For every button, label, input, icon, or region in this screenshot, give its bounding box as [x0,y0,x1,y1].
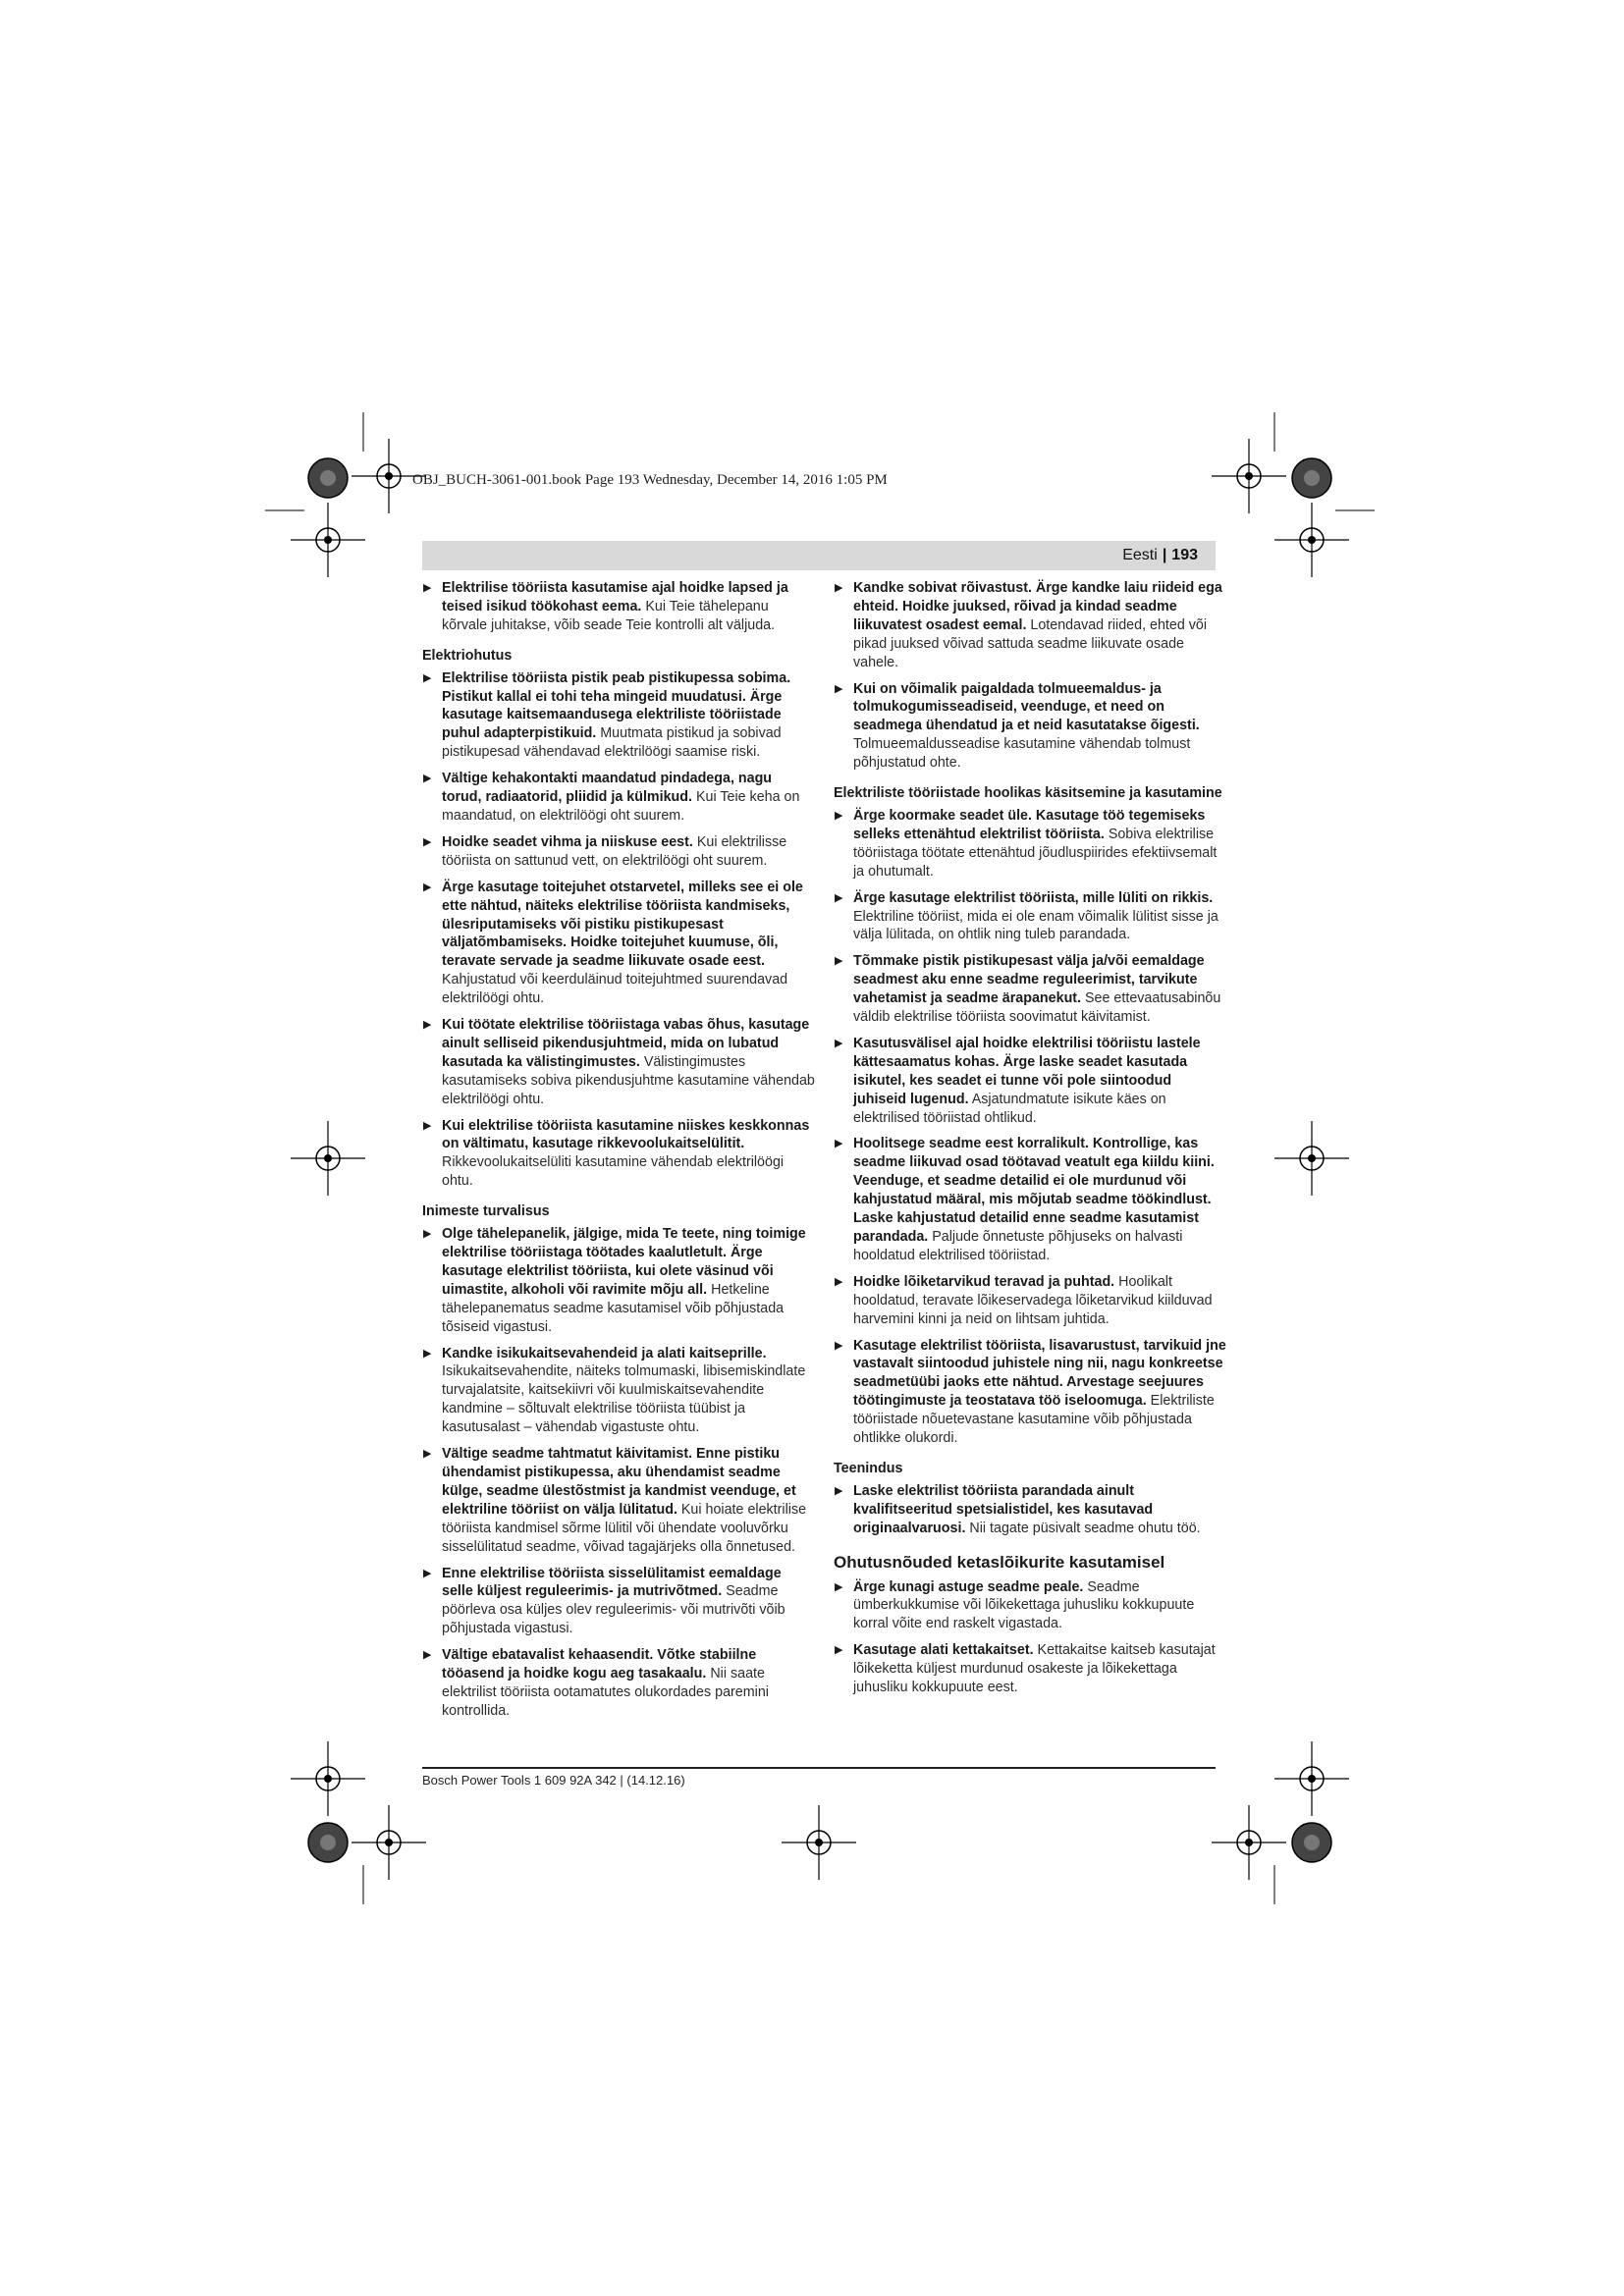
bullet-arrow-icon: ▶ [835,955,843,968]
item-bold-text: Ärge kasutage elektrilist tööriista, mille lüliti on rikkis. [853,889,1214,906]
item-bold-text: Kandke sobivat rõivastust. Ärge kandke laiu riideid ega ehteid. Hoidke juuksed, rõivad ja kindad seadme liikuvatest osadest eemal. [853,580,1222,633]
cross-mark-tr [1212,439,1286,513]
item-bold-text: Vältige kehakontakti maandatud pindadega, nagu torud, radiaatorid, pliidid ja külmikud. [442,771,773,806]
item-bold-text: Kasutage elektrilist tööriista, lisavarustust, tarvikuid jne vastavalt siintoodud juhistele ning nii, nagu konkreetse seadmetüübi jaoks ette nähtud. Arvestage seejuures töötingimuste ja teostatava töö iseloomuga. [853,1337,1226,1410]
page-number: 193 [1171,547,1198,563]
cross-mark-tl [352,439,426,513]
item-bold-text: Kandke isikukaitsevahendeid ja alati kaitseprille. [442,1345,767,1362]
item-bold-text: Ärge kasutage toitejuhet otstarvetel, milleks see ei ole ette nähtud, näiteks elektrilise tööriista kandmiseks, ülesriputamiseks või pistiku pistikupesast väljatõmbamiseks. Hoidke toitejuhet kuumuse, õli, teravate servade ja seadme liikuvate osade eest. [442,879,803,970]
rosette-mark-tl [308,458,348,498]
bullet-arrow-icon: ▶ [423,671,432,684]
bullet-arrow-icon: ▶ [835,1484,843,1497]
bullet-arrow-icon: ▶ [835,1339,843,1352]
bullet-arrow-icon: ▶ [423,1649,432,1662]
bullet-arrow-icon: ▶ [423,1448,432,1461]
cross-mark-l-bot [291,1741,365,1816]
cross-mark-r-bot [1274,1741,1349,1816]
cross-mark-br [1212,1805,1286,1880]
cross-mark-bl [352,1805,426,1880]
item-normal-text: Kui Teie keha on maandatud, on elektrilöögi oht suurem. [442,789,800,824]
bullet-arrow-icon: ▶ [835,582,843,594]
item-bold-text: Vältige ebatavalist kehaasendit. Võtke stabiilne tööasend ja hoidke kogu aeg tasakaalu. [442,1647,757,1682]
rosette-mark-bl [308,1823,348,1862]
item-normal-text: Hoolikalt hooldatud, teravate lõikeservadega lõiketarvikud kiilduvad harvemini kinni ja neid on lihtsam juhtida. [853,1273,1213,1327]
item-normal-text: Nii saate elektrilist tööriista ootamatutes olukordades paremini kontrollida. [442,1666,769,1719]
cross-mark-r-mid [1274,1121,1349,1196]
bullet-arrow-icon: ▶ [835,682,843,695]
item-normal-text: Isikukaitsevahendite, näiteks tolmumaski, libisemiskindlate turvajalatsite, kaitsekiivri või kuulmiskaitsevahendite kandmine – sõltuvalt elektrilise tööriista tüübist ja kasutusalast – vähendab vigastuste ohtu. [442,1363,806,1436]
item-normal-text: Sobiva elektrilise tööriistaga töötate ettenähtud jõudluspiirides efektiivsemalt ja ohutumalt. [853,826,1218,880]
item-normal-text: Kui elektrilisse tööriista on sattunud vett, on elektrilöögi oht suurem. [442,833,787,869]
bullet-arrow-icon: ▶ [423,1019,432,1032]
item-normal-text: See ettevaatusabinõu väldib elektrilise tööriista soovimatut käivitamist. [853,990,1221,1026]
subsection-heading: Elektriohutus [422,647,513,664]
item-bold-text: Kui töötate elektrilise tööriistaga vabas õhus, kasutage ainult selliseid pikendusjuhtmeid, mida on lubatud kasutada ka välistingimustes. [442,1017,810,1070]
bullet-arrow-icon: ▶ [423,773,432,785]
item-normal-text: Kui Teie tähelepanu kõrvale juhitakse, võib seade Teie kontrolli alt väljuda. [442,598,776,633]
item-bold-text: Ärge kunagi astuge seadme peale. [853,1578,1084,1595]
item-bold-text: Kui elektrilise tööriista kasutamine niiskes keskkonnas on vältimatu, kasutage rikkevoolukaitselülitit. [442,1117,810,1152]
item-normal-text: Paljude õnnetuste põhjuseks on halvasti hooldatud elektrilised tööriistad. [853,1229,1183,1263]
footer-text: Bosch Power Tools 1 609 92A 342 | (14.12.16) [422,1773,685,1788]
item-normal-text: Elektriliste tööriistade nõuetevastane kasutamine võib põhjustada ohtlikke olukordi. [853,1393,1215,1447]
bullet-arrow-icon: ▶ [423,1119,432,1132]
item-normal-text: Asjatundmatute isikute käes on elektrilised tööriistad ohtlikud. [853,1091,1166,1126]
bullet-arrow-icon: ▶ [423,1567,432,1579]
item-bold-text: Vältige seadme tahtmatut käivitamist. Enne pistiku ühendamist pistikupessa, aku ühendamist seadme külge, seadme ülestõstmist ja kandmist veenduge, et elektriline tööriist on välja lülitatud. [442,1446,796,1518]
subsection-heading: Inimeste turvalisus [422,1203,550,1220]
section-heading: Ohutusnõuded ketaslõikurite kasutamisel [834,1552,1165,1572]
item-normal-text: Kettakaitse kaitseb kasutajat lõikeketta küljest murdunud osakeste ja lõikekettaga juhusliku kokkupuute eest. [853,1642,1216,1696]
bullet-arrow-icon: ▶ [835,891,843,904]
cross-mark-l-top [291,503,365,577]
bullet-arrow-icon: ▶ [835,1138,843,1150]
bullet-arrow-icon: ▶ [835,1644,843,1657]
item-bold-text: Hoolitsege seadme eest korralikult. Kontrollige, kas seadme liikuvad osad töötavad veatult ega kiildu kiini. Veenduge, et seadme detailid ei ole murdunud või kahjustatud määral, mis mõjutab seadme töökindlust. Laske kahjustatud detailid enne seadme kasutamist parandada. [853,1136,1215,1245]
item-bold-text: Laske elektrilist tööriista parandada ainult kvalifitseeritud spetsialistidel, kes kasutavad originaalvaruosi. [853,1482,1154,1536]
item-normal-text: Välistingimustes kasutamiseks sobiva pikendusjuhtme kasutamine vähendab elektrilöögi ohtu. [442,1053,815,1107]
bullet-arrow-icon: ▶ [835,1580,843,1593]
header-language: Eesti [1122,547,1158,563]
subsection-heading: Elektriliste tööriistade hoolikas käsitsemine ja kasutamine [834,785,1222,802]
cross-mark-l-mid [291,1121,365,1196]
bullet-arrow-icon: ▶ [835,1037,843,1049]
item-normal-text: Lotendavad riided, ehted või pikad juuksed võivad sattuda seadme liikuvate osade vahele. [853,616,1208,670]
item-bold-text: Ärge koormake seadet üle. Kasutage töö tegemiseks selleks ettenähtud elektrilist tööriista. [853,807,1206,842]
item-normal-text: Rikkevoolukaitselüliti kasutamine vähendab elektrilöögi ohtu. [442,1154,785,1190]
print-info-line: OBJ_BUCH-3061-001.book Page 193 Wednesday, December 14, 2016 1:05 PM [412,472,888,488]
item-normal-text: Kahjustatud või keerduläinud toitejuhtmed suurendavad elektrilöögi ohtu. [442,972,788,1007]
bullet-arrow-icon: ▶ [423,1347,432,1360]
bullet-arrow-icon: ▶ [835,1275,843,1288]
item-bold-text: Hoidke lõiketarvikud teravad ja puhtad. [853,1273,1115,1290]
item-bold-text: Kasutusvälisel ajal hoidke elektrilisi tööriistu lastele kättesaamatus kohas. Ärge laske seadet kasutada isikutel, kes seadet ei tunne või pole siintoodud juhiseid lugenud. [853,1035,1201,1107]
bullet-arrow-icon: ▶ [423,881,432,893]
bullet-arrow-icon: ▶ [835,809,843,822]
subsection-heading: Teenindus [834,1460,903,1476]
item-bold-text: Kasutage alati kettakaitset. [853,1642,1034,1659]
item-normal-text: Kui hoiate elektrilise tööriista kandmisel sõrme lülitil või ühendate vooluvõrku sisselülitatud seadme, võivad tagajärjeks olla õnnetused. [442,1501,807,1555]
item-normal-text: Tolmueemaldusseadise kasutamine vähendab tolmust põhjustatud ohte. [853,736,1191,772]
item-bold-text: Elektrilise tööriista pistik peab pistikupessa sobima. Pistikut kallal ei tohi teha mingeid muudatusi. Ärge kasutage kaitsemaandusega elektriliste tööriistade puhul adapterpistikuid. [442,669,791,742]
item-bold-text: Tõmmake pistik pistikupesast välja ja/või eemaldage seadmest aku enne seadme reguleerimist, tarvikute vahetamist ja seadme ärapanekut. [853,953,1205,1007]
item-normal-text: Seadme ümberkukkumise või lõikekettaga juhusliku kokkupuute korral võite end raskelt vigastada. [853,1578,1195,1632]
item-normal-text: Muutmata pistikud ja sobivad pistikupesad vähendavad elektrilöögi saamise riski. [442,725,782,761]
item-normal-text: Elektriline tööriist, mida ei ole enam võimalik lülitist sisse ja välja lülitada, on ohtlik ning tuleb parandada. [853,908,1218,943]
bullet-arrow-icon: ▶ [423,1228,432,1241]
item-normal-text: Hetkeline tähelepanematus seadme kasutamisel võib põhjustada tõsiseid vigastusi. [442,1281,785,1335]
cross-mark-r-top [1274,503,1349,577]
bullet-arrow-icon: ▶ [423,835,432,848]
item-normal-text: Nii tagate püsivalt seadme ohutu töö. [965,1520,1201,1536]
item-bold-text: Kui on võimalik paigaldada tolmueemaldus- ja tolmukogumisseadiseid, veenduge, et need on seadmega ühendatud ja et neid kasutatakse õigesti. [853,680,1200,734]
item-bold-text: Enne elektrilise tööriista sisselülitamist eemaldage selle küljest reguleerimis- ja mutrivõtmed. [442,1565,782,1600]
cross-mark-bc [782,1805,856,1880]
rosette-mark-tr [1292,458,1331,498]
item-normal-text: Seadme pöörleva osa küljes olev reguleerimis- või mutrivõti võib põhjustada vigastusi. [442,1583,785,1637]
item-bold-text: Olge tähelepanelik, jälgige, mida Te teete, ning toimige elektrilise tööriistaga töötades kaalutletult. Ärge kasutage elektrilist tööriista, kui olete väsinud või uimastite, alkoholi või ravimite mõju all. [442,1226,806,1298]
bullet-arrow-icon: ▶ [423,582,432,594]
item-bold-text: Hoidke seadet vihma ja niiskuse eest. [442,833,693,850]
rosette-mark-br [1292,1823,1331,1862]
header-separator: | [1162,547,1167,563]
item-bold-text: Elektrilise tööriista kasutamise ajal hoidke lapsed ja teised isikud töökohast eema. [442,580,788,614]
